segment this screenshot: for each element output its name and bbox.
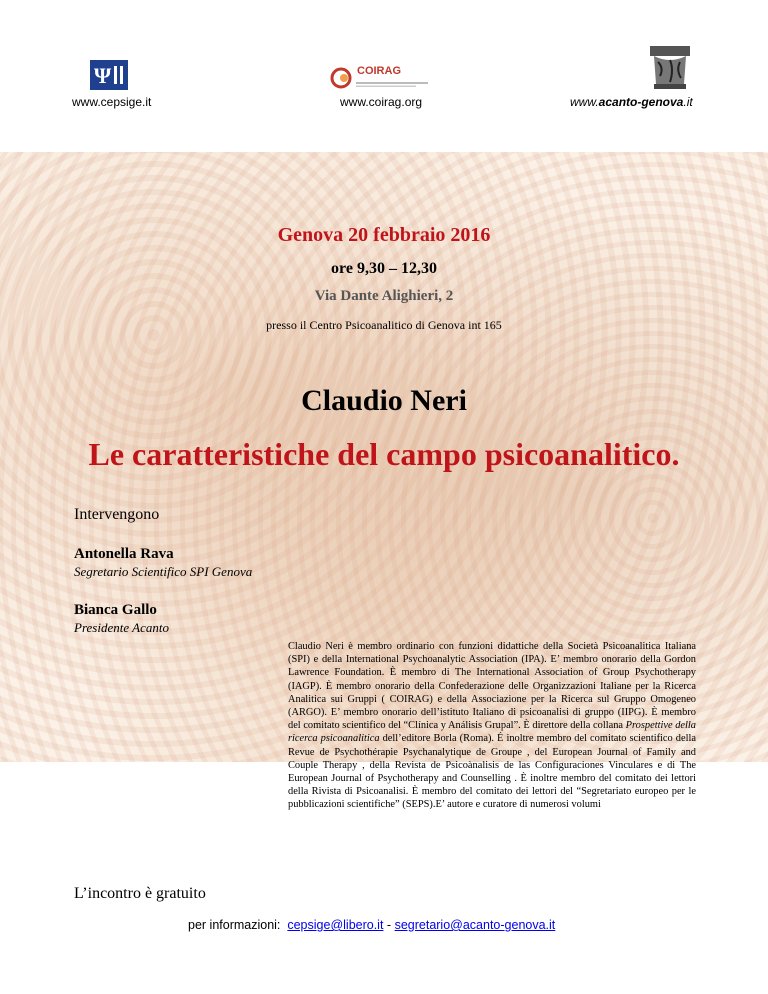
event-time: ore 9,30 – 12,30	[331, 260, 437, 277]
talk-title: Le caratteristiche del campo psicoanalitico.	[88, 436, 680, 472]
panelist-2-role: Presidente Acanto	[74, 620, 169, 635]
free-entry-note: L’incontro è gratuito	[74, 885, 206, 902]
coirag-logo-name: COIRAG	[357, 65, 401, 77]
acanto-url-suffix: .it	[683, 95, 693, 109]
panel-heading: Intervengono	[74, 506, 160, 523]
bio-part-1: Claudio Neri è membro ordinario con funzioni didattiche della Società Psicoanalitica Italiana (SPI) e della International Psychoanalytic Association (IPA). E’ membro onorario della Gordon Lawrence Foundation. È membro di The International Association of Group Psychotherapy (IAGP). È membro onorario della Confederazione delle Organizzazioni Italiane per la Ricerca Analitica sui Gruppi ( COIRAG) e della Associazione per la Ricerca sul Gruppo Omogeneo (ARGO). E’ membro onorario dell’istituto Italiano di psicoanalisi di gruppo (IIPG). È membro del comitato scientifico del “Clínica y Análisis Grupal”. È direttore della collana	[288, 641, 696, 732]
email-link-cepsige[interactable]: cepsige@libero.it	[287, 918, 384, 932]
acanto-url-prefix: www.	[570, 95, 599, 109]
event-date: Genova 20 febbraio 2016	[277, 224, 491, 246]
panelist-1-name: Antonella Rava	[74, 546, 174, 562]
bio-part-2: dell’editore Borla (Roma). É inoltre membro del comitato scientifico della Revue de Psychothérapie Psychanalytique de Groupe , del European Journal of Family and Couple Therapy , della Revista de Psicoànalisis de las Configuraciones Vinculares e di The European Journal of Psychotherapy and Counselling . È inoltre membro del comitato dei lettori della Rivista di Psicoanalisi. È membro del comitato dei lettori del “Segretariato europeo per le pubblicazioni scientifiche” (SEPS).E’ autore e curatore di numerosi volumi	[288, 733, 696, 811]
panelist-2-name: Bianca Gallo	[74, 602, 157, 618]
acanto-url[interactable]	[570, 95, 693, 109]
bio-series-title: Prospettive della ricerca psicoanalitica	[288, 720, 696, 745]
svg-text:Ψ: Ψ	[94, 63, 112, 88]
email-link-acanto[interactable]: segretario@acanto-genova.it	[394, 918, 556, 932]
acanto-logo-icon	[648, 44, 692, 90]
panelist-1-role: Segretario Scientifico SPI Genova	[74, 564, 253, 579]
speaker-bio	[288, 640, 696, 812]
coirag-url[interactable]: www.coirag.org	[340, 95, 423, 109]
event-venue: presso il Centro Psicoanalitico di Genova int 165	[266, 318, 502, 332]
contact-label: per informazioni:	[188, 918, 281, 932]
acanto-url-bold: acanto-genova	[598, 95, 684, 109]
contact-separator: -	[386, 918, 392, 932]
contact-footer	[188, 918, 555, 932]
cepsige-url[interactable]: www.cepsige.it	[72, 95, 152, 109]
cepsige-logo-icon	[90, 60, 128, 90]
event-address: Via Dante Alighieri, 2	[314, 288, 454, 304]
speaker-name: Claudio Neri	[301, 384, 467, 417]
